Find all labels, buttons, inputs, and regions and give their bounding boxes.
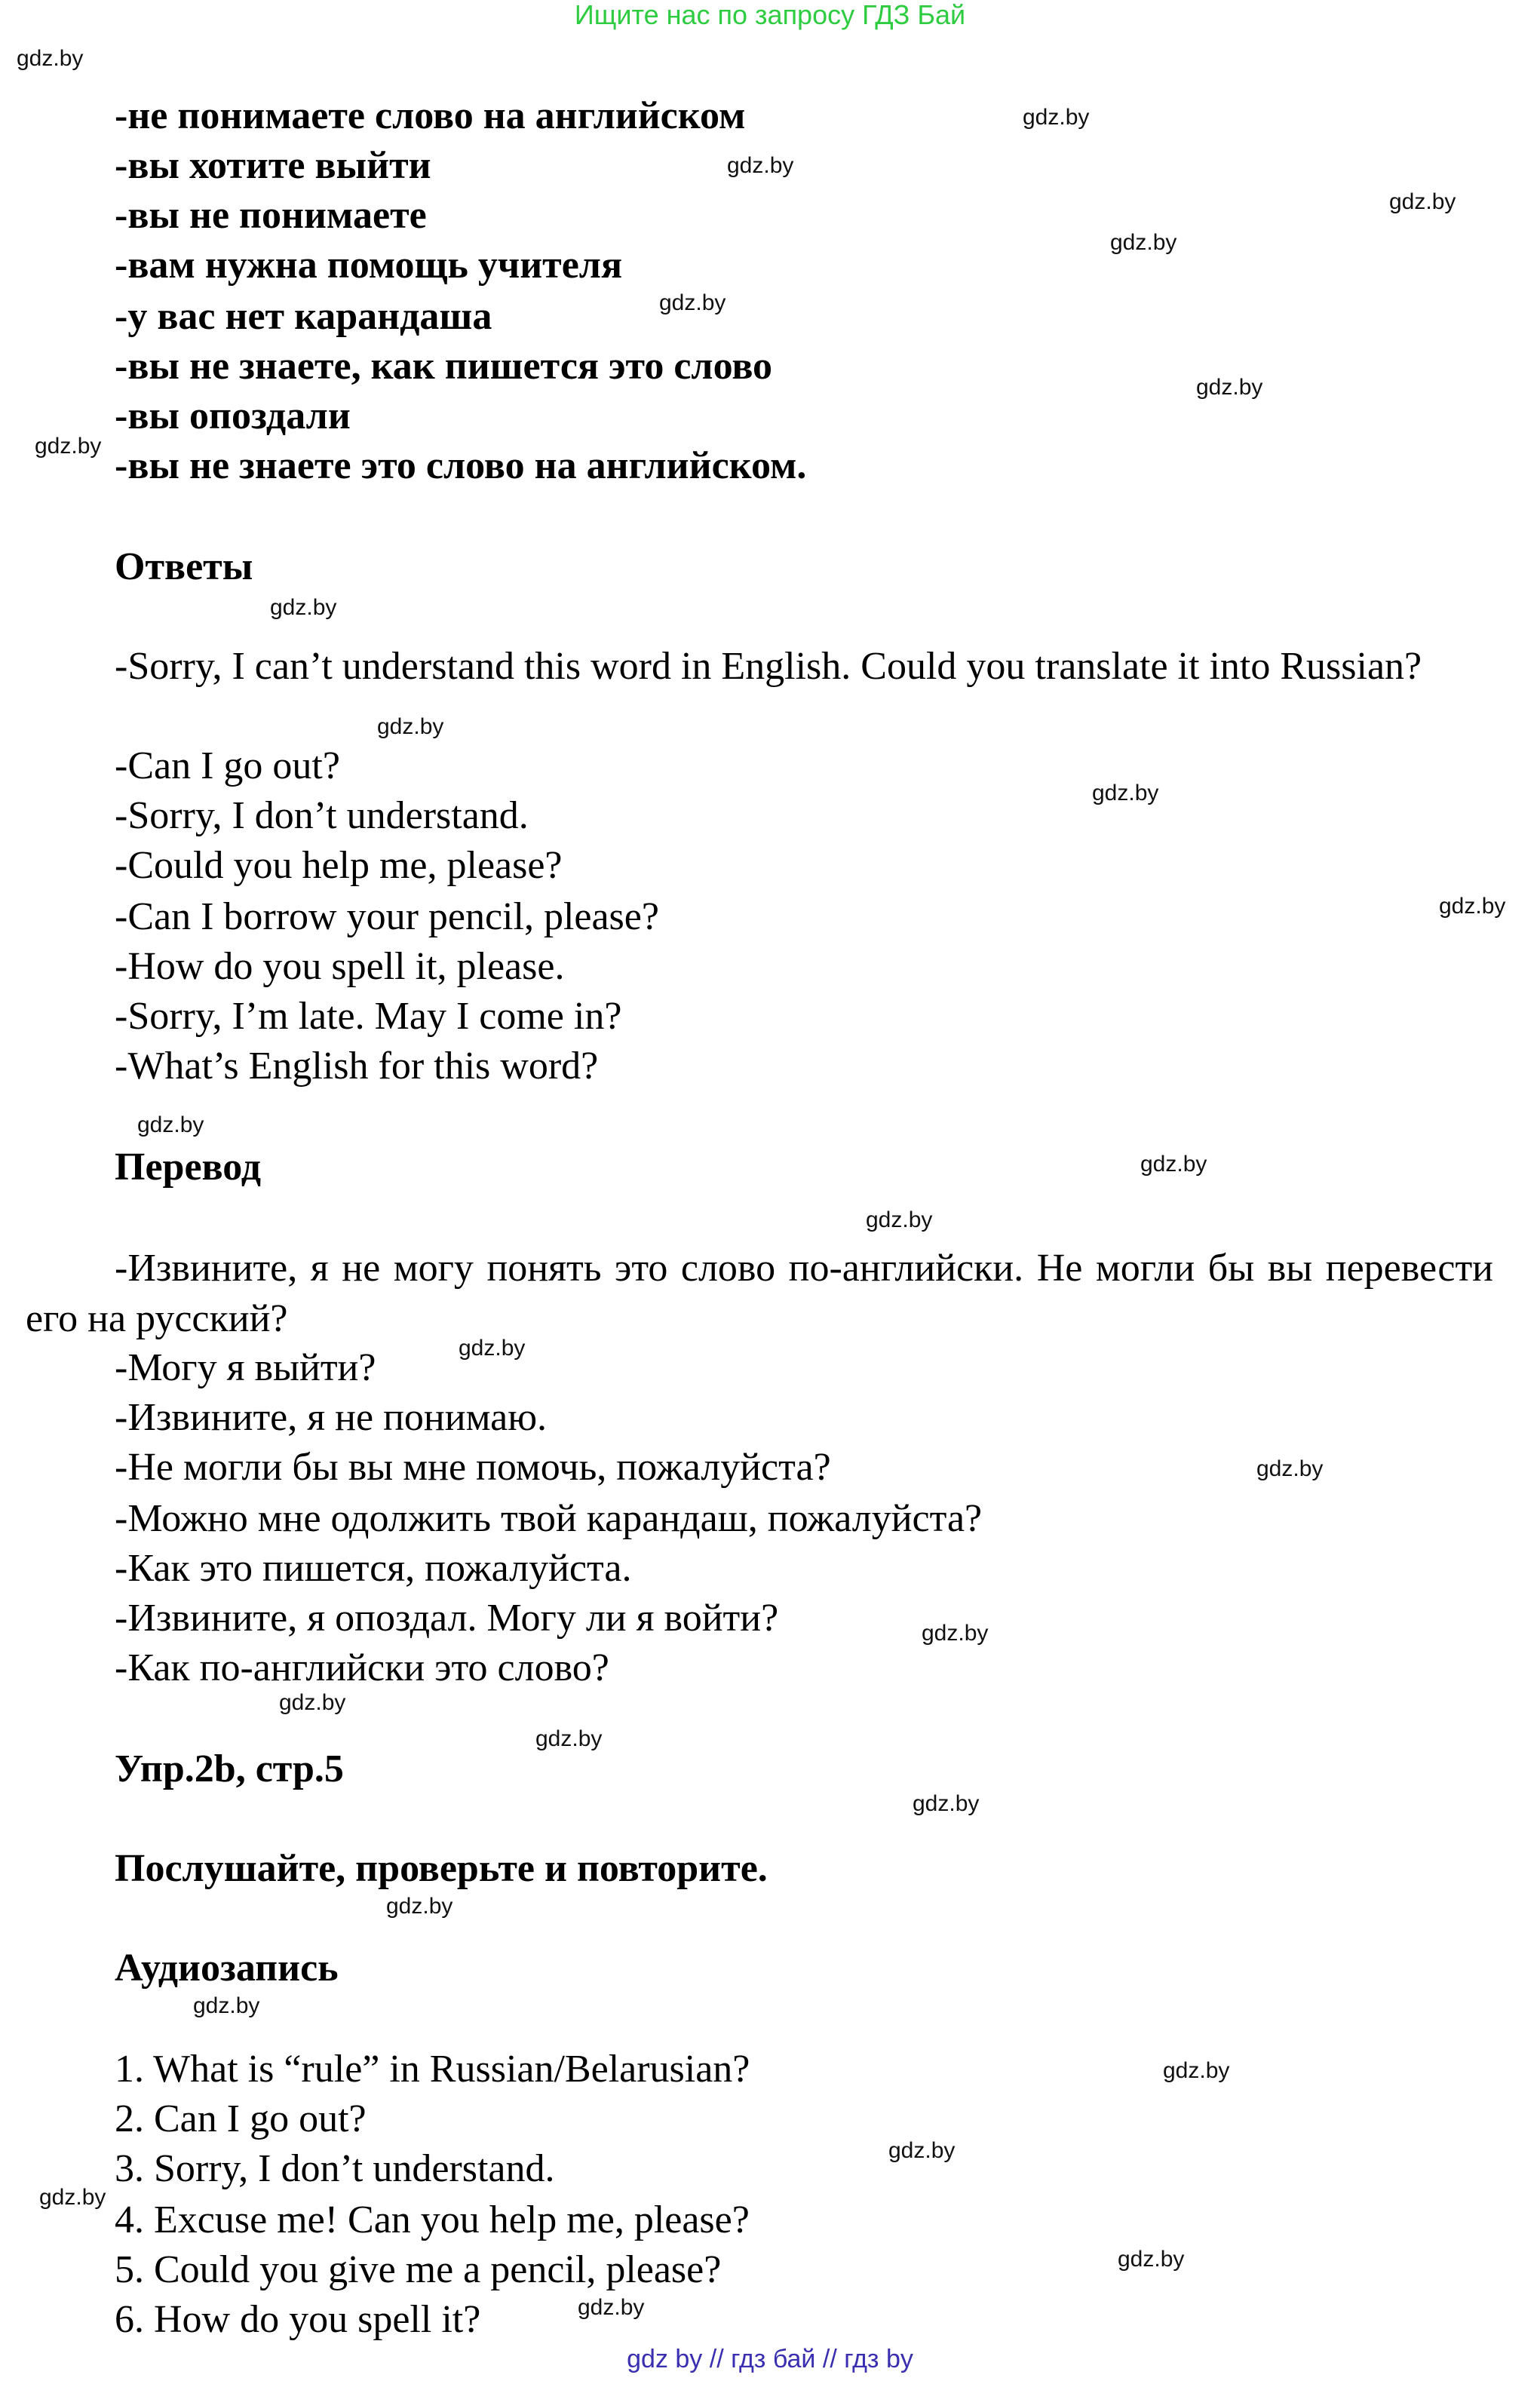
situation-item: -у вас нет карандаша (115, 295, 492, 338)
translation-line: -Можно мне одолжить твой карандаш, пожалуйста? (115, 1497, 983, 1540)
answer-line: -Sorry, I’m late. May I come in? (115, 995, 622, 1038)
answer-line: -How do you spell it, please. (115, 945, 565, 988)
exercise-title: Упр.2b, стр.5 (115, 1747, 344, 1790)
search-banner: Ищите нас по запросу ГДЗ Бай (574, 0, 966, 30)
translation-line: -Как это пишется, пожалуйста. (115, 1547, 632, 1590)
watermark: gdz.by (1110, 230, 1177, 255)
watermark: gdz.by (39, 2185, 106, 2210)
watermark: gdz.by (1256, 1456, 1324, 1481)
watermark: gdz.by (17, 46, 84, 71)
situation-item: -вам нужна помощь учителя (115, 244, 623, 287)
translation-first-paragraph: -Извините, я не могу понять это слово по-английски. Не могли бы вы перевести его на русский? (26, 1247, 1493, 1340)
answer-line: -Can I borrow your pencil, please? (115, 895, 659, 938)
answer-first-paragraph: -Sorry, I can’t understand this word in English. Could you translate it into Russian? (115, 645, 1422, 688)
exercise-instruction: Послушайте, проверьте и повторите. (115, 1847, 768, 1890)
watermark: gdz.by (1389, 189, 1456, 214)
footer-links: gdz by // гдз бай // гдз by (627, 2345, 913, 2373)
watermark: gdz.by (137, 1112, 204, 1137)
audio-item: 4. Excuse me! Can you help me, please? (115, 2198, 750, 2241)
watermark: gdz.by (1023, 105, 1090, 130)
situation-item: -вы не знаете это слово на английском. (115, 444, 807, 487)
answer-line: -Sorry, I don’t understand. (115, 794, 529, 837)
watermark: gdz.by (35, 434, 102, 459)
translation-heading: Перевод (115, 1146, 262, 1189)
answer-line: -Could you help me, please? (115, 844, 563, 887)
watermark: gdz.by (279, 1690, 346, 1715)
watermark: gdz.by (1196, 375, 1263, 400)
watermark: gdz.by (659, 290, 726, 315)
watermark: gdz.by (1439, 894, 1506, 919)
situation-item: -вы хотите выйти (115, 144, 431, 187)
audio-item: 1. What is “rule” in Russian/Belarusian? (115, 2048, 750, 2091)
translation-line: -Как по-английски это слово? (115, 1646, 609, 1689)
audio-item: 5. Could you give me a pencil, please? (115, 2248, 722, 2291)
watermark: gdz.by (193, 1993, 260, 2018)
answer-line: -Can I go out? (115, 744, 340, 787)
watermark: gdz.by (888, 2138, 956, 2163)
audio-item: 2. Can I go out? (115, 2097, 367, 2140)
watermark: gdz.by (913, 1791, 980, 1816)
watermark: gdz.by (866, 1207, 933, 1232)
translation-line: -Могу я выйти? (115, 1346, 376, 1389)
audio-heading: Аудиозапись (115, 1947, 339, 1990)
translation-line: -Извините, я опоздал. Могу ли я войти? (115, 1597, 779, 1640)
situation-item: -вы опоздали (115, 394, 351, 437)
situation-item: -вы не знаете, как пишется это слово (115, 345, 773, 388)
watermark: gdz.by (270, 595, 337, 620)
watermark: gdz.by (459, 1336, 526, 1361)
watermark: gdz.by (1163, 2058, 1230, 2083)
situation-item: -не понимаете слово на английском (115, 94, 746, 137)
answer-line: -What’s English for this word? (115, 1045, 599, 1088)
watermark: gdz.by (1092, 781, 1159, 805)
watermark: gdz.by (377, 714, 444, 739)
audio-item: 6. How do you spell it? (115, 2298, 481, 2341)
watermark: gdz.by (1140, 1152, 1207, 1177)
audio-item: 3. Sorry, I don’t understand. (115, 2147, 555, 2190)
answers-heading: Ответы (115, 545, 253, 588)
situation-item: -вы не понимаете (115, 194, 427, 237)
translation-line: -Извините, я не понимаю. (115, 1396, 548, 1439)
watermark: gdz.by (1118, 2247, 1185, 2272)
watermark: gdz.by (386, 1894, 453, 1919)
watermark: gdz.by (727, 153, 794, 178)
translation-line: -Не могли бы вы мне помочь, пожалуйста? (115, 1446, 831, 1489)
watermark: gdz.by (578, 2295, 645, 2320)
watermark: gdz.by (535, 1726, 603, 1751)
watermark: gdz.by (922, 1621, 989, 1646)
